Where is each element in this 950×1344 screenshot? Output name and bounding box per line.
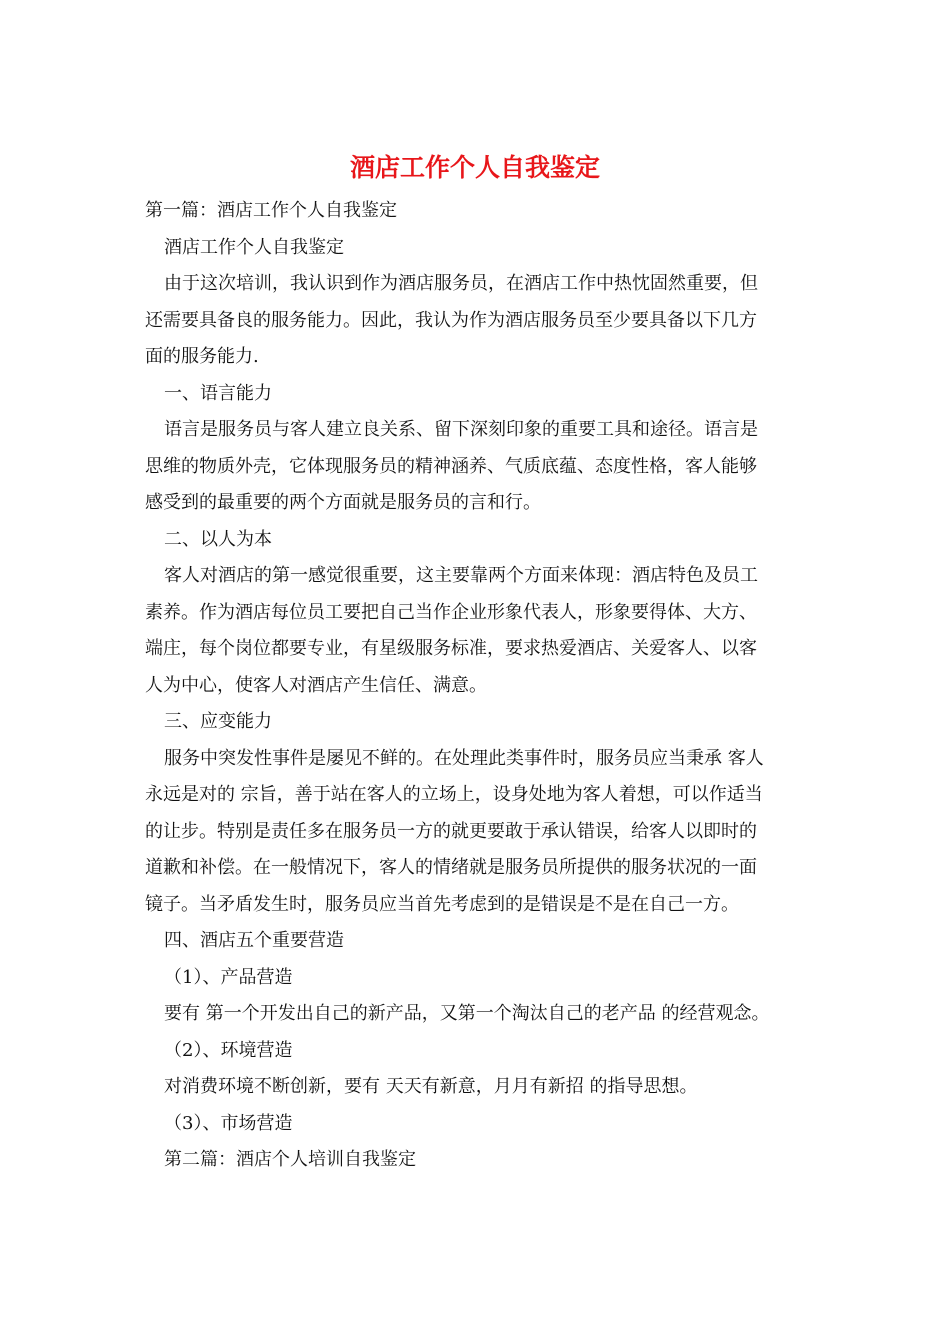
document-body xyxy=(145,193,813,1179)
text-line: 还需要具备良的服务能力。因此，我认为作为酒店服务员至少要具备以下几方 xyxy=(145,309,757,331)
text-line: 二、以人为本 xyxy=(164,528,272,550)
text-line: 道歉和补偿。在一般情况下，客人的情绪就是服务员所提供的服务状况的一面 xyxy=(145,857,757,878)
text-line: 素养。作为酒店每位员工要把自己当作企业形象代表人，形象要得体、大方、 xyxy=(145,601,757,623)
text-line: （2）、环境营造 xyxy=(164,1039,293,1061)
text-line: 酒店工作个人自我鉴定 xyxy=(164,236,344,258)
document-title: 酒店工作个人自我鉴定 xyxy=(349,153,600,182)
text-line: 语言是服务员与客人建立良关系、留下深刻印象的重要工具和途径。语言是 xyxy=(164,419,758,440)
text-line: 思维的物质外壳，它体现服务员的精神涵养、气质底蕴、态度性格，客人能够 xyxy=(145,455,757,477)
text-line: 的让步。特别是责任多在服务员一方的就更要敢于承认错误，给客人以即时的 xyxy=(145,820,757,842)
text-line: 镜子。当矛盾发生时，服务员应当首先考虑到的是错误是不是在自己一方。 xyxy=(145,893,739,915)
text-line: （1）、产品营造 xyxy=(164,966,293,988)
text-line: 三、应变能力 xyxy=(164,711,272,732)
text-line: 由于这次培训，我认识到作为酒店服务员，在酒店工作中热忱固然重要，但 xyxy=(164,273,758,294)
text-line: 端庄，每个岗位都要专业，有星级服务标准，要求热爱酒店、关爱客人、以客 xyxy=(145,638,757,659)
text-line: （3）、市场营造 xyxy=(164,1112,293,1134)
text-line: 客人对酒店的第一感觉很重要，这主要靠两个方面来体现：酒店特色及员工 xyxy=(164,565,758,586)
text-line: 服务中突发性事件是屡见不鲜的。在处理此类事件时，服务员应当秉承 客人 xyxy=(164,747,764,769)
text-line: 对消费环境不断创新，要有 天天有新意，月月有新招 的指导思想。 xyxy=(164,1076,698,1097)
text-line: 要有 第一个开发出自己的新产品，又第一个淘汰自己的老产品 的经营观念。 xyxy=(164,1003,770,1024)
text-line: 永远是对的 宗旨，善于站在客人的立场上，设身处地为客人着想，可以作适当 xyxy=(145,784,763,805)
text-line: 第一篇：酒店工作个人自我鉴定 xyxy=(145,200,397,221)
text-line: 感受到的最重要的两个方面就是服务员的言和行。 xyxy=(145,492,541,513)
text-line: 一、语言能力 xyxy=(164,382,272,404)
text-line: 第二篇：酒店个人培训自我鉴定 xyxy=(164,1149,416,1170)
text-line: 四、酒店五个重要营造 xyxy=(164,930,344,951)
text-line: 人为中心，使客人对酒店产生信任、满意。 xyxy=(145,674,487,696)
text-line: 面的服务能力. xyxy=(145,346,259,367)
